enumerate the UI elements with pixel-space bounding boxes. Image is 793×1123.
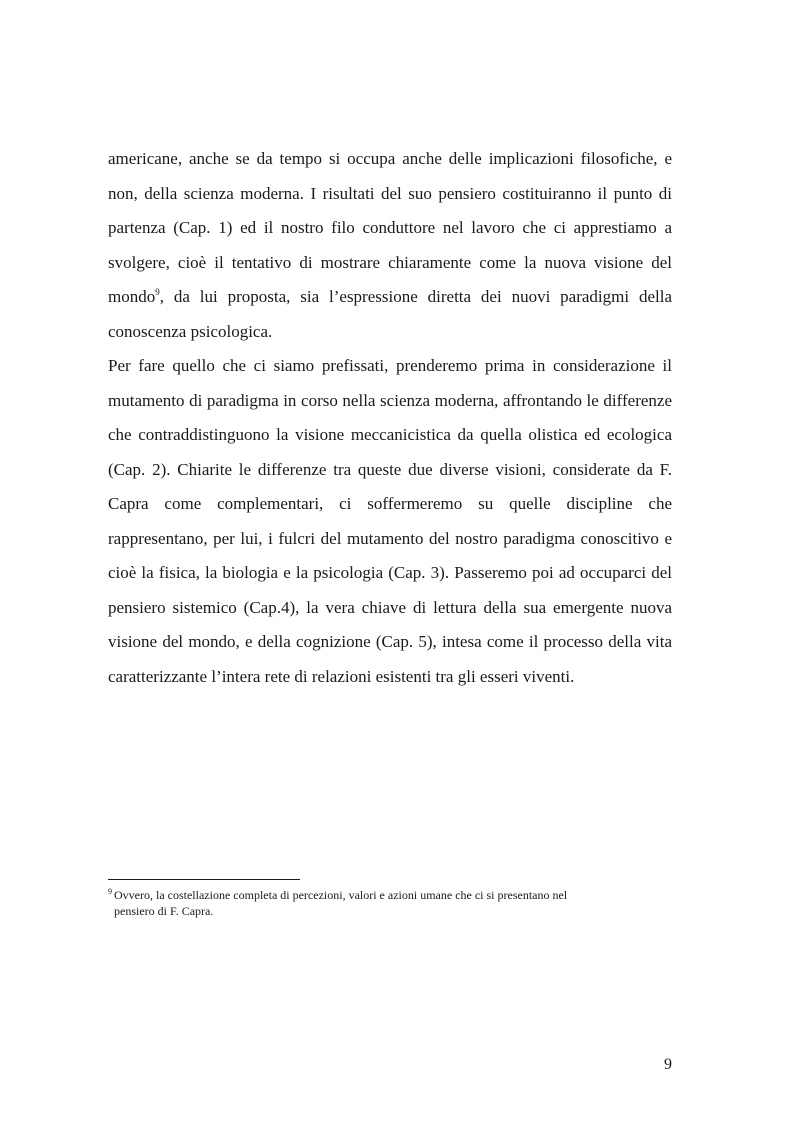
- body-text: [108, 142, 672, 694]
- paragraph-1: [108, 142, 672, 349]
- footnote: [108, 887, 648, 919]
- footnote-separator: [108, 879, 300, 880]
- page-number: 9: [664, 1056, 672, 1073]
- paragraph-2: Per fare quello che ci siamo prefissati, prenderemo prima in considerazione il mutamento di paradigma in corso nella scienza moderna, affrontando le differenze che contraddistinguono la visione meccanicistica da quella olistica ed ecologica (Cap. 2). Chiarite le differenze tra queste due diverse visioni, considerate da F. Capra come complementari, ci soffermeremo su quelle discipline che rappresentano, per lui, i fulcri del mutamento del nostro paradigma conoscitivo e cioè la fisica, la biologia e la psicologia (Cap. 3). Passeremo poi ad occuparci del pensiero sistemico (Cap.4), la vera chiave di lettura della sua emergente nuova visione del mondo, e della cognizione (Cap. 5), intesa come il processo della vita caratterizzante l’intera rete di relazioni esistenti tra gli esseri viventi.: [108, 356, 672, 686]
- footnote-number: 9: [108, 887, 112, 896]
- paragraph-1-text-after-note: , da lui proposta, sia l’espressione diretta dei nuovi paradigmi della conoscenza psicologica.: [108, 287, 672, 341]
- footnote-text-line-2: pensiero di F. Capra.: [114, 904, 214, 918]
- paragraph-1-text-before-note: americane, anche se da tempo si occupa anche delle implicazioni filosofiche, e non, della scienza moderna. I risultati del suo pensiero costituiranno il punto di partenza (Cap. 1) ed il nostro filo conduttore nel lavoro che ci apprestiamo a svolgere, cioè il tentativo di mostrare chiaramente come la nuova visione del mondo: [108, 149, 672, 306]
- footnote-text-line-1: Ovvero, la costellazione completa di percezioni, valori e azioni umane che ci si presentano nel: [114, 888, 568, 902]
- footnote-reference[interactable]: 9: [155, 287, 160, 297]
